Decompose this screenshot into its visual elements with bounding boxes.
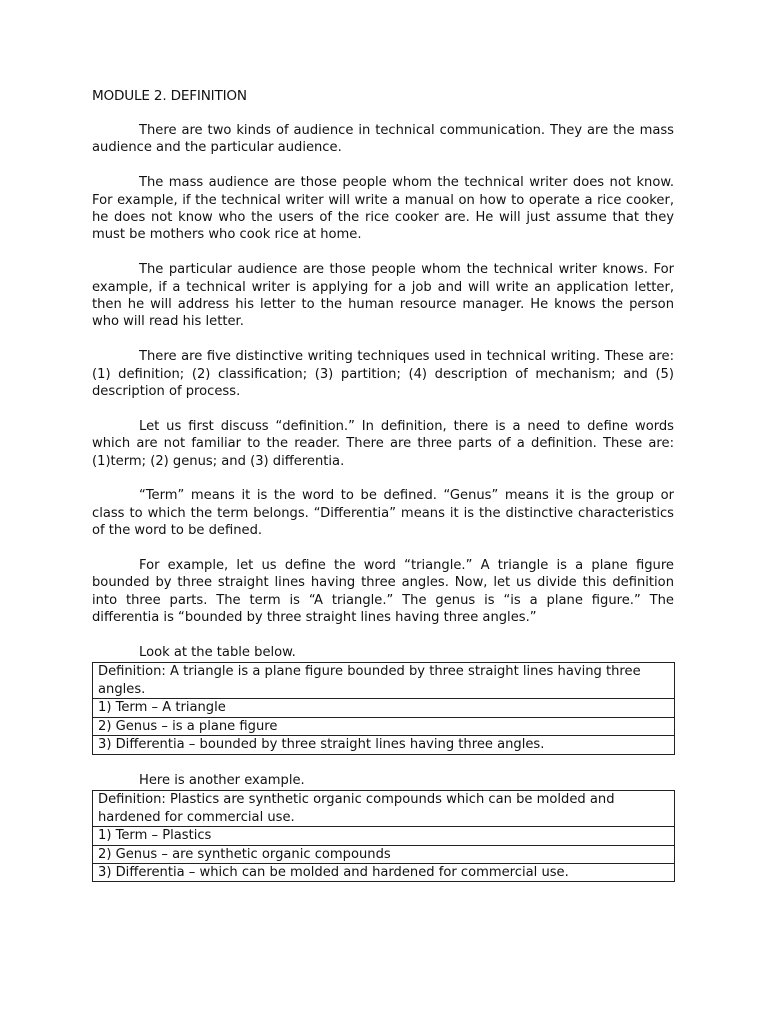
differentia-cell: 3) Differentia – bounded by three straight lines having three angles. xyxy=(93,736,675,754)
table-row xyxy=(93,663,675,699)
paragraph-triangle-example: For example, let us define the word “triangle.” A triangle is a plane figure bounded by three straight lines having three angles. Now, let us divide this definition into three parts. The term is “A triangle.” The genus is “is a plane figure.” The differentia is “bounded by three straight lines having three angles.” xyxy=(92,558,674,626)
differentia-cell: 3) Differentia – which can be molded and hardened for commercial use. xyxy=(93,863,675,881)
table-row xyxy=(93,717,675,735)
document-page xyxy=(92,88,674,900)
table-intro-triangle: Look at the table below. xyxy=(139,645,296,661)
definition-table-plastics xyxy=(92,790,675,882)
paragraph-audience-kinds: There are two kinds of audience in technical communication. They are the mass audience and the particular audience. xyxy=(92,123,674,156)
table-row xyxy=(93,699,675,717)
table-row xyxy=(93,736,675,754)
term-cell: 1) Term – A triangle xyxy=(93,699,675,717)
paragraph-term-genus-differentia: “Term” means it is the word to be defined. “Genus” means it is the group or class to which the term belongs. “Differentia” means it is the distinctive characteristics of the word to be defined. xyxy=(92,488,674,539)
term-cell: 1) Term – Plastics xyxy=(93,827,675,845)
table-row xyxy=(93,827,675,845)
definition-cell: Definition: Plastics are synthetic organic compounds which can be molded and hardened for commercial use. xyxy=(93,791,675,827)
table-intro-plastics: Here is another example. xyxy=(139,772,305,788)
paragraph-definition-intro: Let us first discuss “definition.” In definition, there is a need to define words which are not familiar to the reader. There are three parts of a definition. These are: (1)term; (2) genus; and (3) differentia. xyxy=(92,418,674,469)
paragraph-mass-audience: The mass audience are those people whom the technical writer does not know. For example, if the technical writer will write a manual on how to operate a rice cooker, he does not know who the users of the rice cooker are. He will just assume that they must be mothers who cook rice at home. xyxy=(92,175,674,243)
paragraph-writing-techniques: There are five distinctive writing techniques used in technical writing. These are: (1) definition; (2) classification; (3) partition; (4) description of mechanism; and (5) description of process. xyxy=(92,349,674,400)
table-row xyxy=(93,845,675,863)
genus-cell: 2) Genus – is a plane figure xyxy=(93,717,675,735)
paragraph-particular-audience: The particular audience are those people whom the technical writer knows. For example, if a technical writer is applying for a job and will write an application letter, then he will address his letter to the human resource manager. He knows the person who will read his letter. xyxy=(92,262,674,330)
definition-table-triangle xyxy=(92,662,675,754)
genus-cell: 2) Genus – are synthetic organic compounds xyxy=(93,845,675,863)
table-row xyxy=(93,791,675,827)
table-row xyxy=(93,863,675,881)
module-title: MODULE 2. DEFINITION xyxy=(92,88,247,104)
definition-cell: Definition: A triangle is a plane figure bounded by three straight lines having three angles. xyxy=(93,663,675,699)
